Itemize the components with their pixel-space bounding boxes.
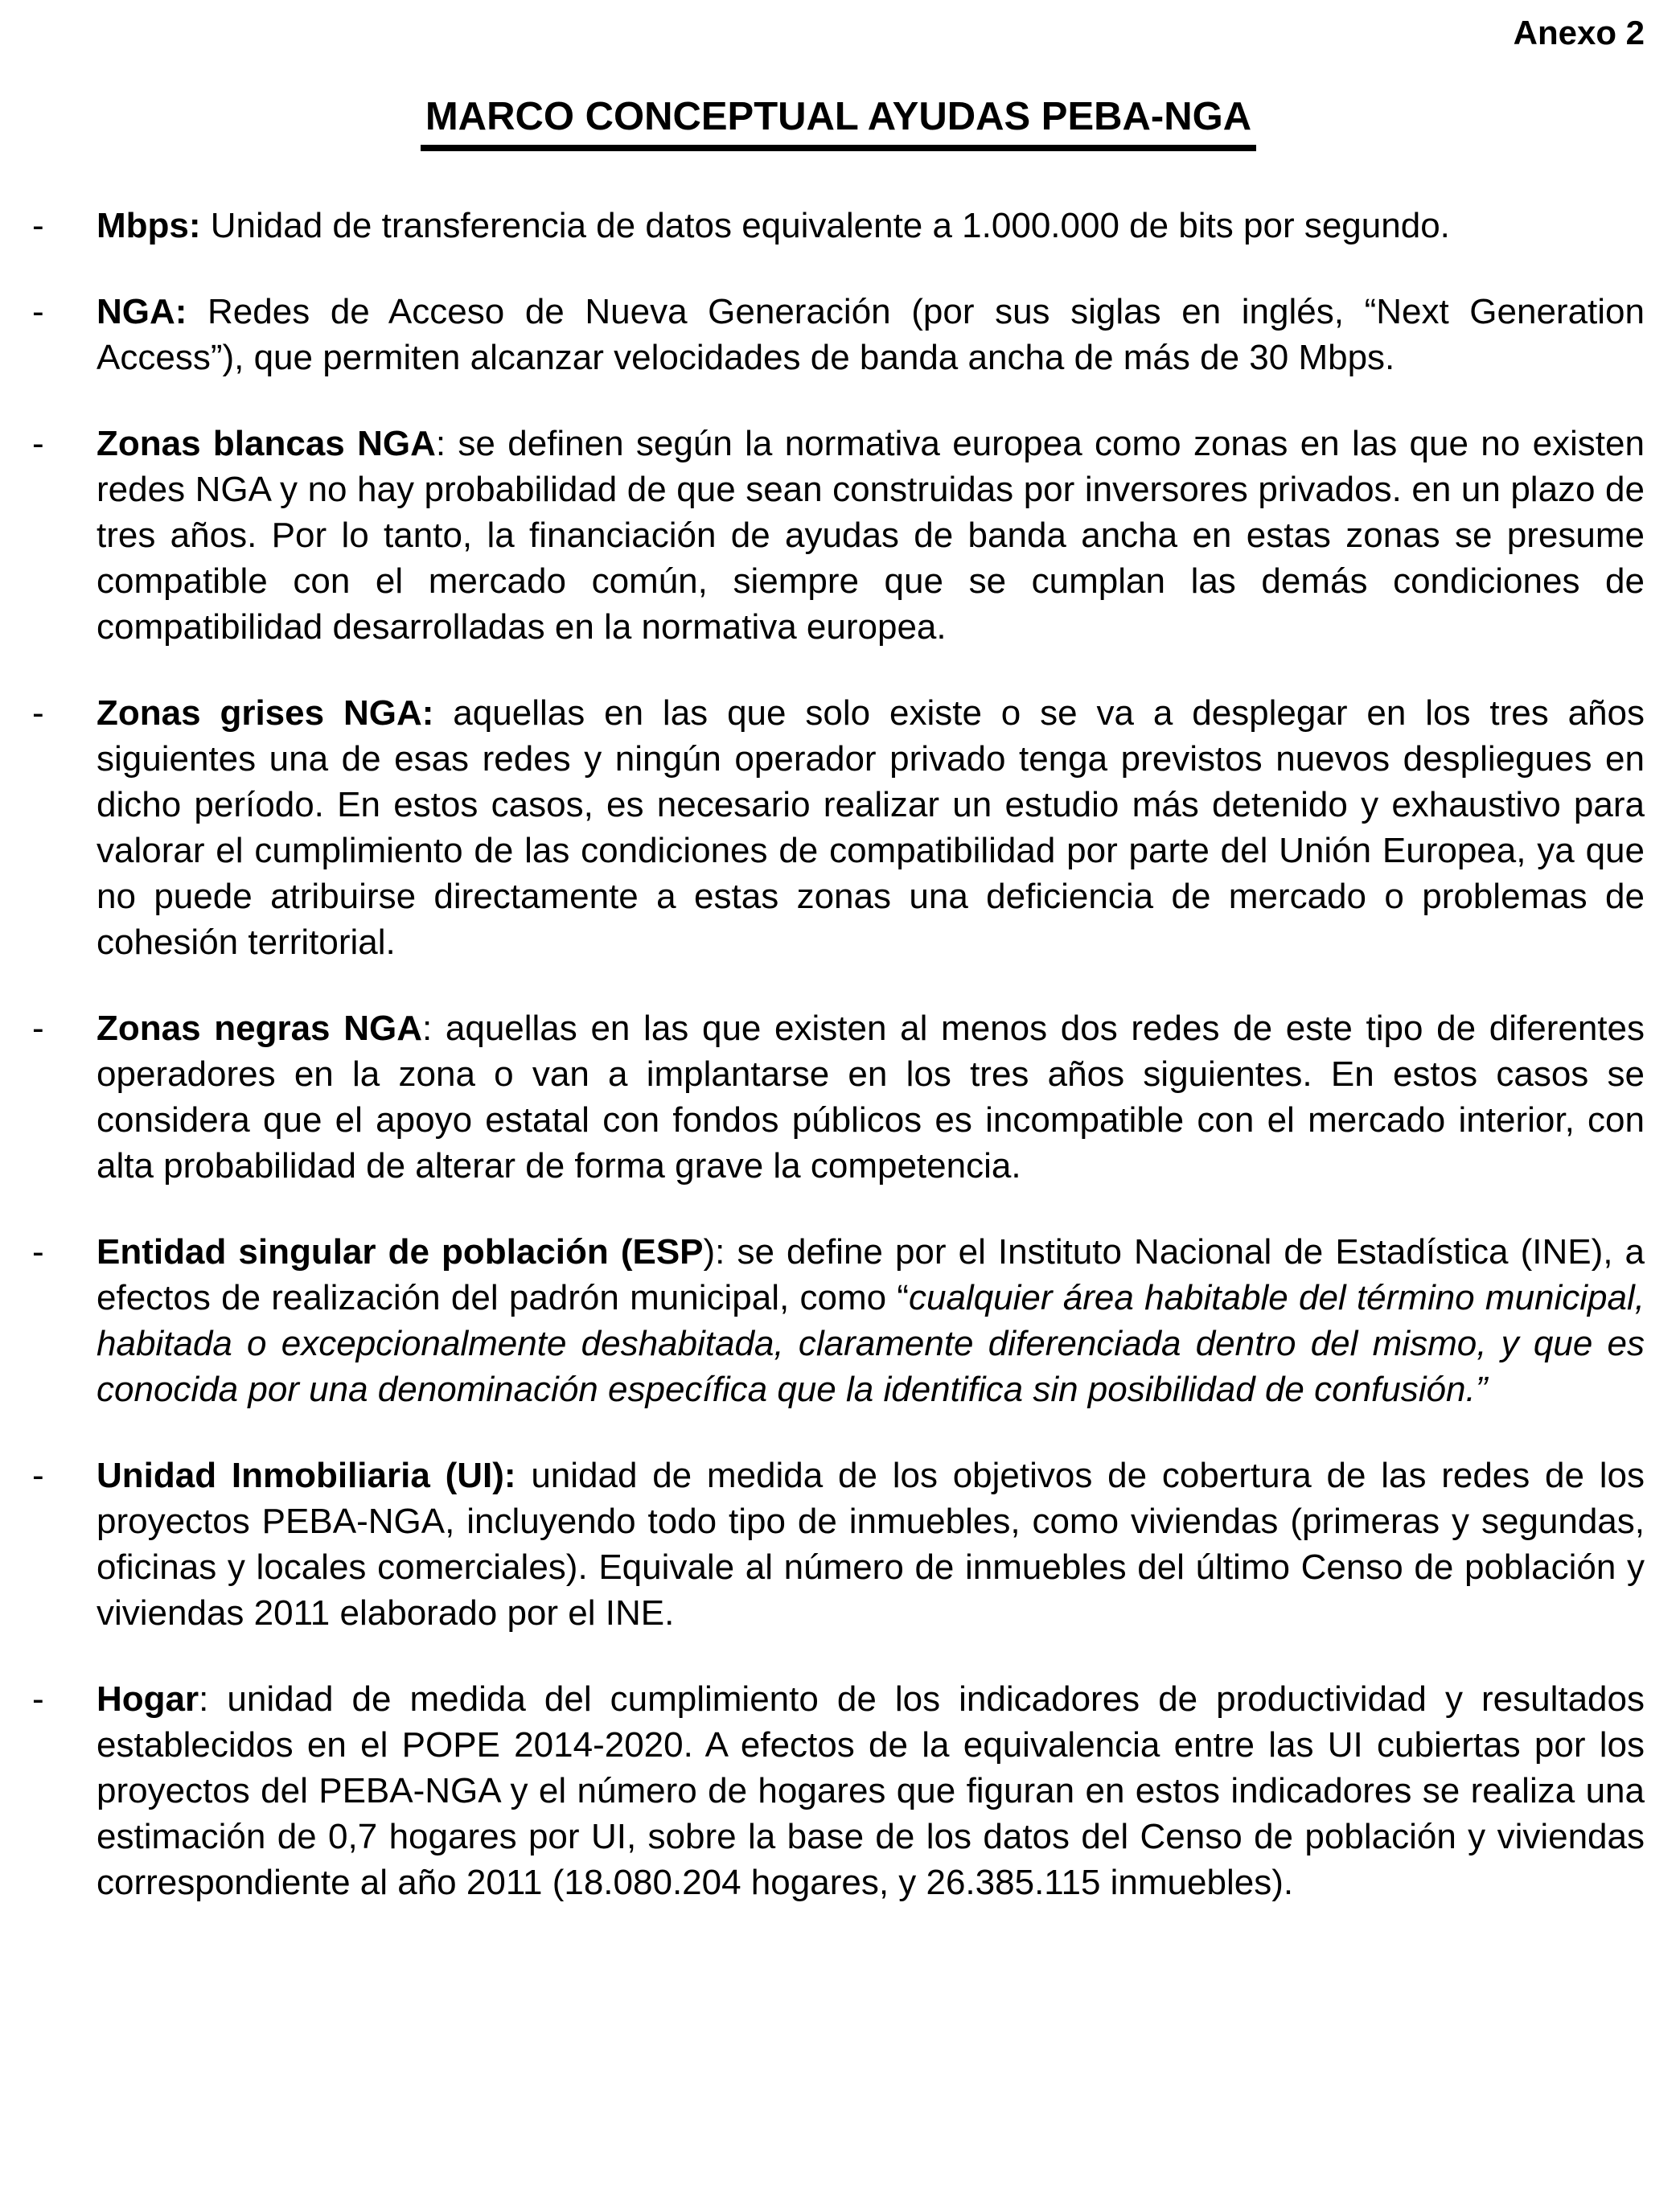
definition-item-unidad-inmobiliaria [32, 1453, 1645, 1636]
definition-term: Zonas negras NGA [97, 1009, 422, 1048]
document-title: MARCO CONCEPTUAL AYUDAS PEBA-NGA [421, 93, 1256, 151]
definition-text [97, 690, 1645, 965]
definition-run: : unidad de medida del cumplimiento de los indicadores de productividad y resultados establecidos en el POPE 2014-2020. A efectos de la equivalencia entre las UI cubiertas por los proyectos del PEBA-NGA y el número de hogares que figuran en estos indicadores se realiza una estimación de 0,7 hogares por UI, sobre la base de los datos del Censo de población y viviendas correspondiente al año 2011 (18.080.204 hogares, y 26.385.115 inmuebles). [97, 1679, 1645, 1902]
definition-text [97, 1229, 1645, 1412]
bullet-dash: - [32, 292, 44, 331]
definition-run: : se definen según la normativa europea como zonas en las que no existen redes NGA y no hay probabilidad de que sean construidas por inversores privados. en un plazo de tres años. Por lo tanto, la financiación de ayudas de banda ancha en estas zonas se presume compatible con el mercado común, siempre que se cumplan las demás condiciones de compatibilidad desarrolladas en la normativa europea. [97, 424, 1645, 647]
definition-run: Redes de Acceso de Nueva Generación (por sus siglas en inglés, “Next Generation Access”), que permiten alcanzar velocidades de banda ancha de más de 30 Mbps. [97, 292, 1645, 377]
definition-item-zonas-blancas-nga [32, 421, 1645, 650]
definition-term: NGA: [97, 292, 208, 331]
definition-item-zonas-grises-nga [32, 690, 1645, 965]
annex-label: Anexo 2 [1513, 14, 1645, 51]
definition-item-mbps [32, 203, 1645, 249]
definition-run: cualquier área habitable del término municipal, habitada o excepcionalmente deshabitada, claramente diferenciada dentro del mismo, y que es conocida por una denominación específica que la identifica sin posibilidad de confusión.” [97, 1278, 1645, 1409]
bullet-dash: - [32, 693, 44, 733]
definitions-list [32, 203, 1645, 1905]
definition-run: ): se define por el Instituto Nacional de Estadística (INE), a efectos de realización del padrón municipal, como “ [97, 1232, 1645, 1317]
bullet-dash: - [32, 1456, 44, 1495]
definition-term: Unidad Inmobiliaria (UI): [97, 1456, 516, 1495]
definition-run: aquellas en las que solo existe o se va a desplegar en los tres años siguientes una de esas redes y ningún operador privado tenga previstos nuevos despliegues en dicho período. En estos casos, es necesario realizar un estudio más detenido y exhaustivo para valorar el cumplimiento de las condiciones de compatibilidad por parte del Unión Europea, ya que no puede atribuirse directamente a estas zonas una deficiencia de mercado o problemas de cohesión territorial. [97, 693, 1645, 962]
definition-term: Zonas grises NGA: [97, 693, 434, 733]
definition-run: : aquellas en las que existen al menos dos redes de este tipo de diferentes operadores en la zona o van a implantarse en los tres años siguientes. En estos casos se considera que el apoyo estatal con fondos públicos es incompatible con el mercado interior, con alta probabilidad de alterar de forma grave la competencia. [97, 1009, 1645, 1186]
bullet-dash: - [32, 424, 44, 463]
bullet-dash: - [32, 1232, 44, 1272]
definition-run: Unidad de transferencia de datos equivalente a 1.000.000 de bits por segundo. [210, 206, 1450, 245]
definition-item-hogar [32, 1676, 1645, 1905]
definition-text [97, 1676, 1645, 1905]
definition-term: Hogar [97, 1679, 199, 1719]
definition-item-nga [32, 289, 1645, 380]
definition-item-zonas-negras-nga [32, 1005, 1645, 1189]
title-wrap [32, 93, 1645, 151]
bullet-dash: - [32, 1009, 44, 1048]
definition-term: Entidad singular de población (ESP [97, 1232, 704, 1272]
definition-run: unidad de medida de los objetivos de cobertura de las redes de los proyectos PEBA-NGA, incluyendo todo tipo de inmuebles, como viviendas (primeras y segundas, oficinas y locales comerciales). Equivale al número de inmuebles del último Censo de población y viviendas 2011 elaborado por el INE. [97, 1456, 1645, 1633]
definition-term: Zonas blancas NGA [97, 424, 436, 463]
definition-text [97, 203, 1645, 249]
definition-item-entidad-singular-poblacion [32, 1229, 1645, 1412]
definition-text [97, 1453, 1645, 1636]
bullet-dash: - [32, 206, 44, 245]
bullet-dash: - [32, 1679, 44, 1719]
definition-text [97, 421, 1645, 650]
definition-term: Mbps: [97, 206, 211, 245]
definition-text [97, 1005, 1645, 1189]
definition-text [97, 289, 1645, 380]
